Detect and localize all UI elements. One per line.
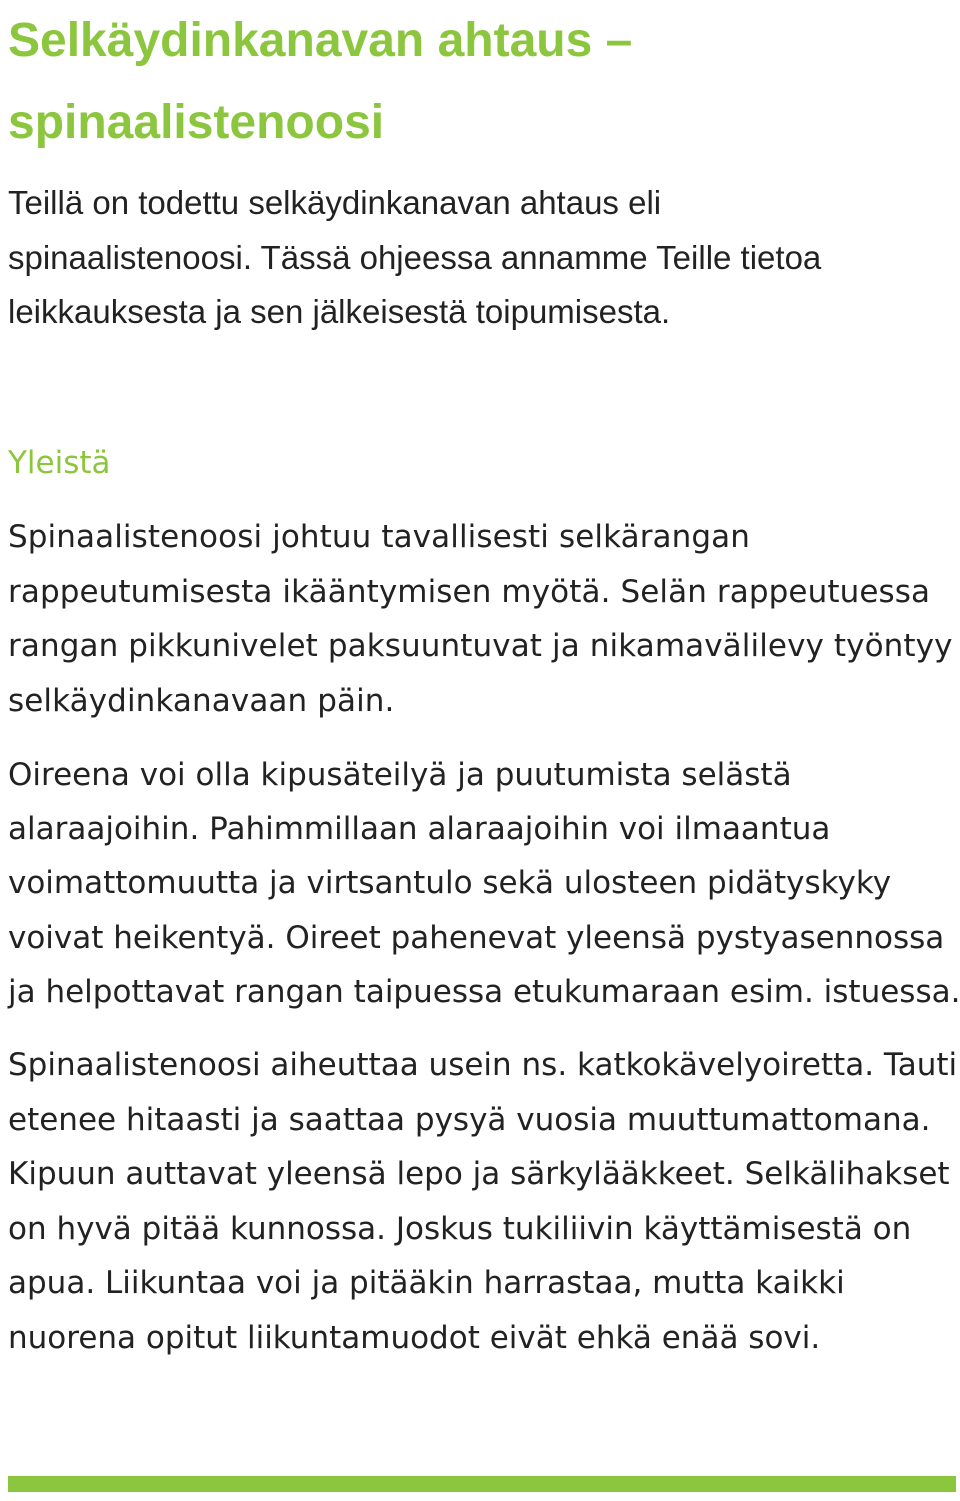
text-line: nuorena opitut liikuntamuodot eivät ehkä enää sovi. bbox=[8, 1319, 821, 1356]
intro-paragraph bbox=[8, 176, 960, 340]
text-line: Spinaalistenoosi aiheuttaa usein ns. katkokävelyoiretta. Tauti bbox=[8, 1047, 958, 1083]
text-line: ja helpottavat rangan taipuessa etukumaraan esim. istuessa. bbox=[8, 973, 960, 1010]
text-line: rappeutumisesta ikääntymisen myötä. Selän rappeutuessa bbox=[8, 573, 931, 610]
text-line: leikkauksesta ja sen jälkeisestä toipumisesta. bbox=[8, 293, 671, 330]
text-line: on hyvä pitää kunnossa. Joskus tukiliivin käyttämisestä on bbox=[8, 1210, 912, 1247]
text-line: voimattomuutta ja virtsantulo sekä ulosteen pidätyskyky bbox=[8, 865, 892, 902]
text-line: Spinaalistenoosi johtuu tavallisesti selkärangan bbox=[8, 519, 751, 555]
text-line: Teillä on todettu selkäydinkanavan ahtaus eli bbox=[8, 184, 662, 221]
section-paragraph-2 bbox=[8, 748, 960, 1019]
text-line: selkäydinkanavaan päin. bbox=[8, 682, 395, 719]
text-line: voivat heikentyä. Oireet pahenevat yleensä pystyasennossa bbox=[8, 919, 945, 956]
text-line: Oireena voi olla kipusäteilyä ja puutumista selästä bbox=[8, 757, 792, 793]
text-line: Kipuun auttavat yleensä lepo ja särkylääkkeet. Selkälihakset bbox=[8, 1156, 950, 1192]
title-line: Selkäydinkanavan ahtaus – bbox=[8, 14, 633, 67]
section-paragraph-3 bbox=[8, 1038, 960, 1365]
text-line: spinaalistenoosi. Tässä ohjeessa annamme Teille tietoa bbox=[8, 238, 822, 276]
text-line: alaraajoihin. Pahimmillaan alaraajoihin voi ilmaantua bbox=[8, 811, 831, 848]
text-line: rangan pikkunivelet paksuuntuvat ja nikamavälilevy työntyy bbox=[8, 628, 953, 664]
title-line: spinaalistenoosi bbox=[8, 96, 385, 149]
section-heading: Yleistä bbox=[8, 445, 111, 481]
footer-accent-bar bbox=[8, 1476, 956, 1492]
text-line: apua. Liikuntaa voi ja pitääkin harrastaa, mutta kaikki bbox=[8, 1265, 845, 1301]
text-line: etenee hitaasti ja saattaa pysyä vuosia muuttumattomana. bbox=[8, 1101, 931, 1138]
document-title bbox=[8, 0, 948, 164]
section-paragraph-1 bbox=[8, 510, 960, 728]
